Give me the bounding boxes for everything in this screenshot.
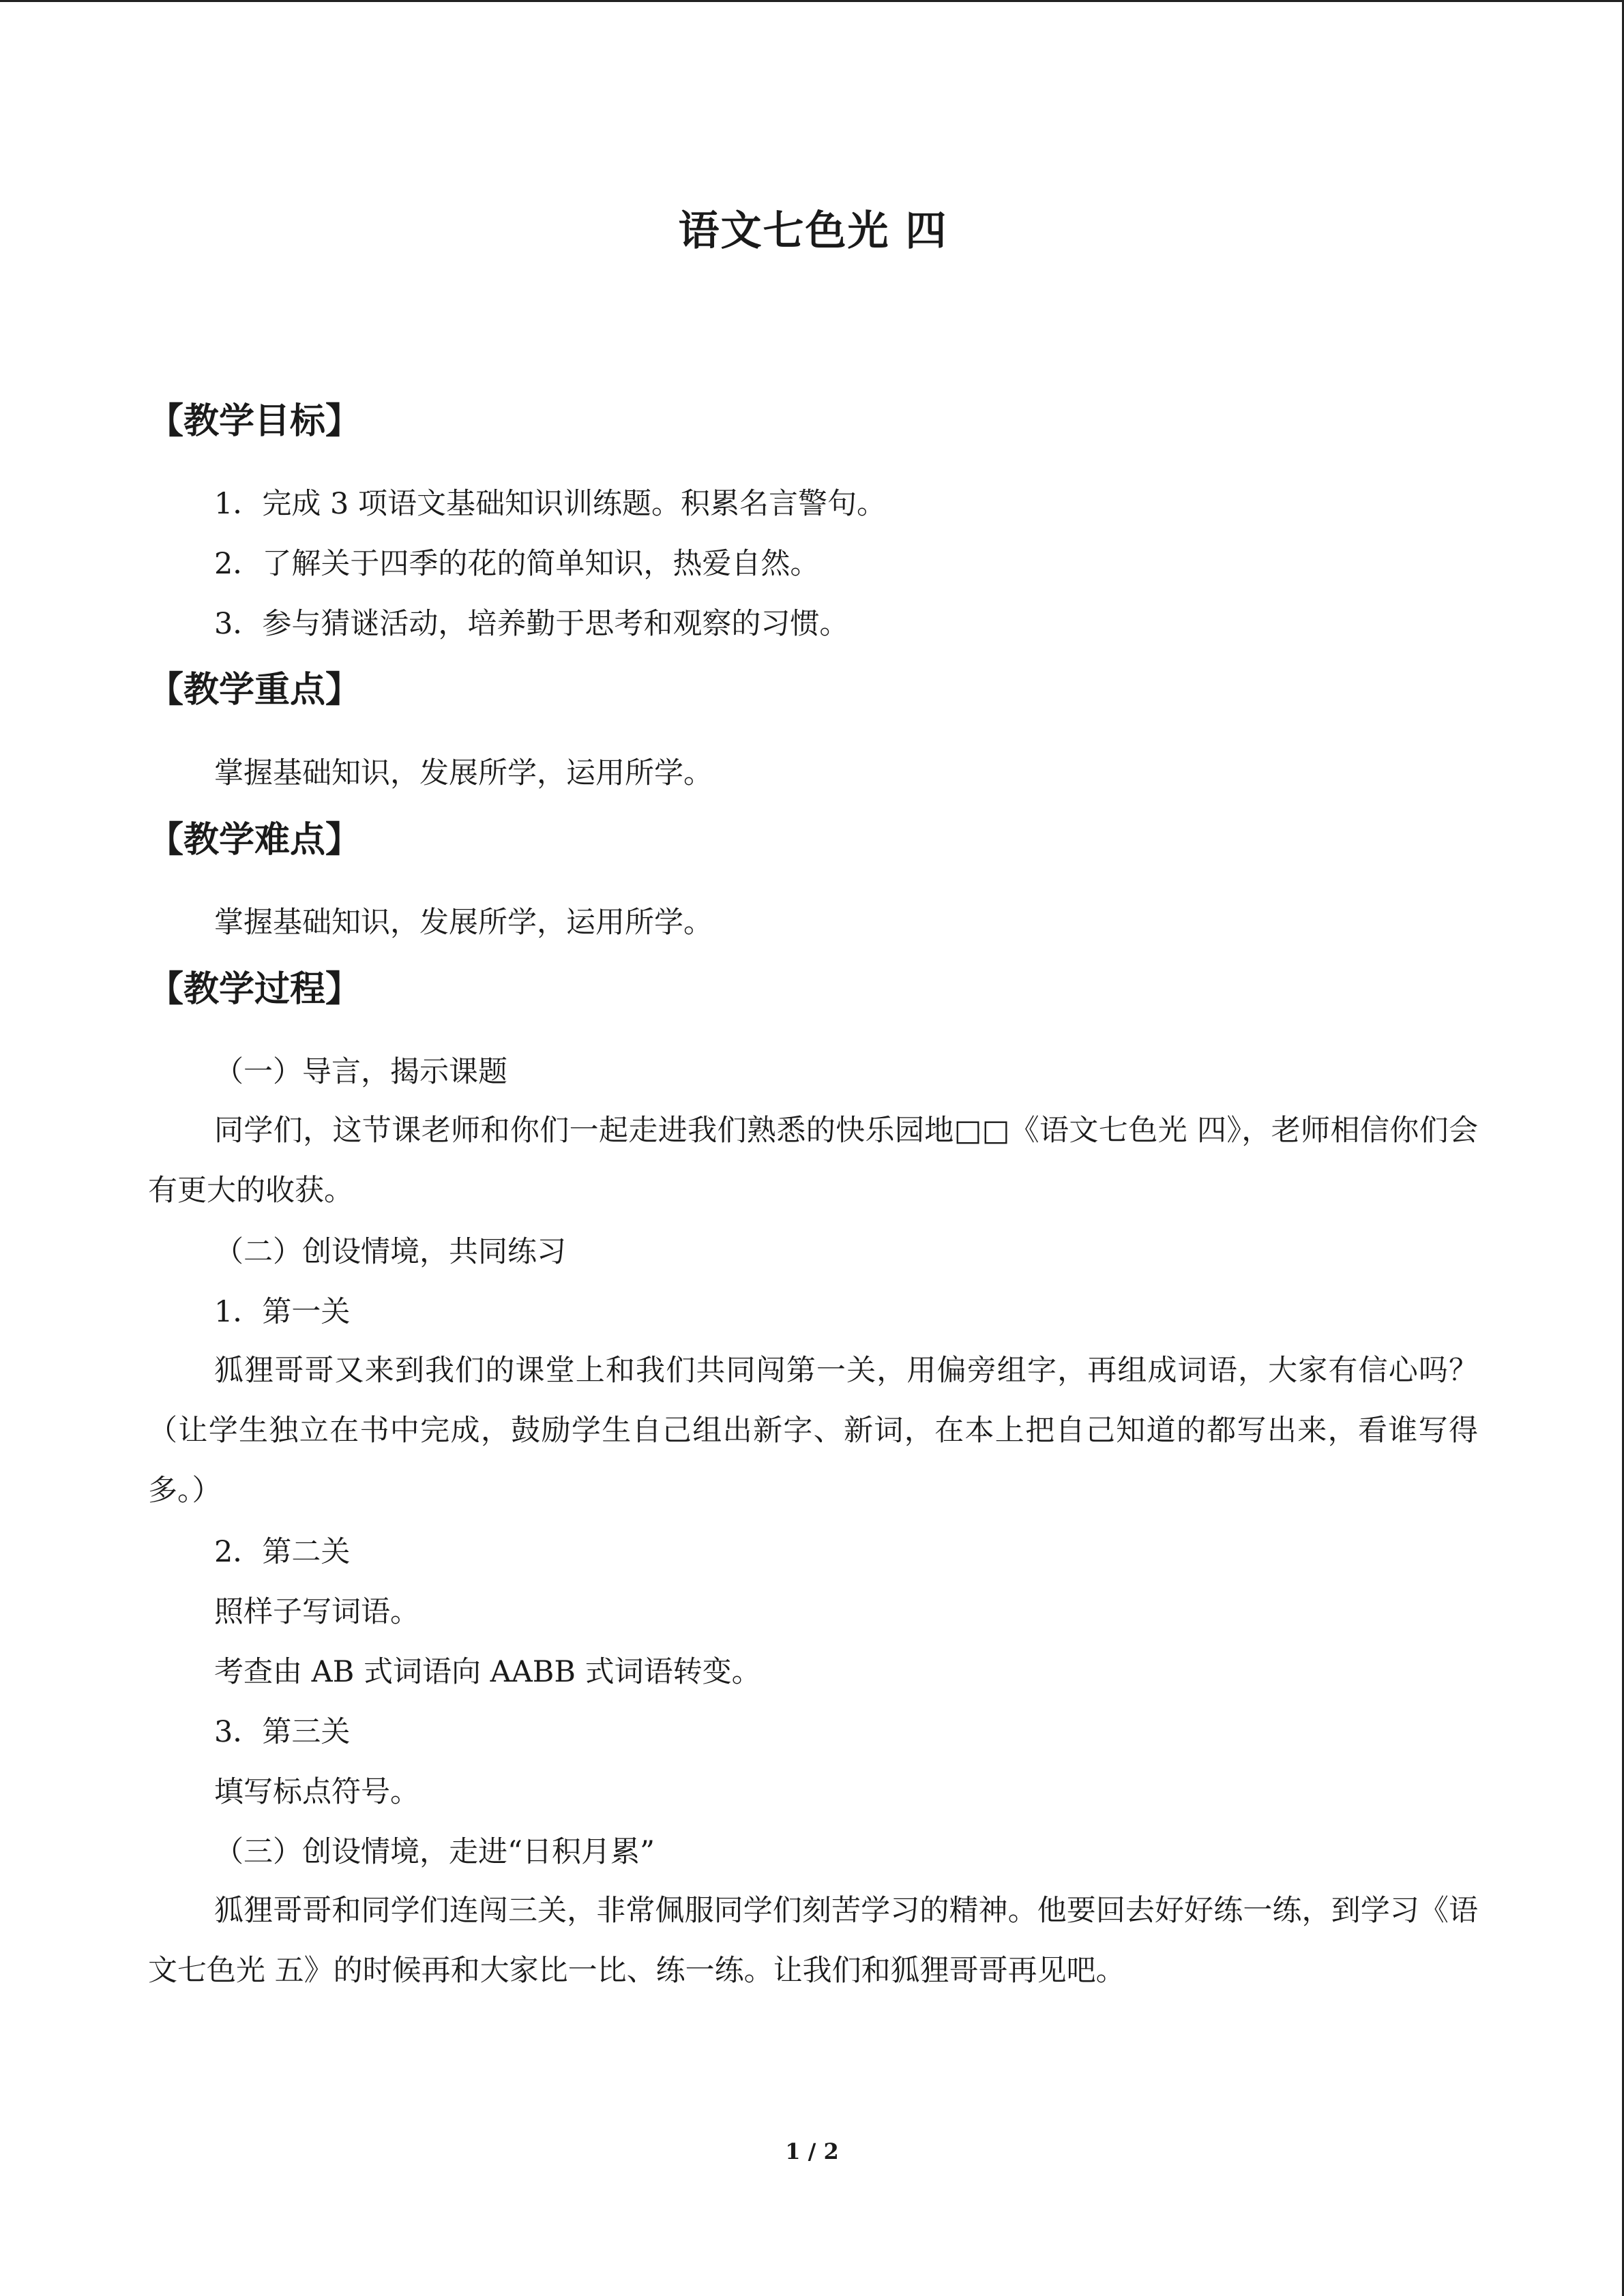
level1-paragraph: 狐狸哥哥又来到我们的课堂上和我们共同闯第一关，用偏旁组字，再组成词语，大家有信心吗？（让学生独立在书中完成，鼓励学生自己组出新字、新词，在本上把自己知道的都写出来，看谁写得多。） (148, 1354, 1478, 1508)
step1-paragraph: 同学们，这节课老师和你们一起走进我们熟悉的快乐园地□□《语文七色光 四》，老师相信你们会有更大的收获。 (148, 1114, 1478, 1208)
objective-item-1: 1．完成 3 项语文基础知识训练题。积累名言警句。 (214, 487, 887, 521)
difficulties-heading: 【教学难点】 (148, 820, 361, 861)
level2-title: 2．第二关 (214, 1535, 351, 1569)
step3-paragraph: 狐狸哥哥和同学们连闯三关，非常佩服同学们刻苦学习的精神。他要回去好好练一练，到学习《语文七色光 五》的时候再和大家比一比、练一练。让我们和狐狸哥哥再见吧。 (148, 1894, 1478, 1988)
process-heading: 【教学过程】 (148, 969, 361, 1010)
key-points-text: 掌握基础知识，发展所学，运用所学。 (214, 756, 713, 790)
page-number: 1 / 2 (785, 2138, 839, 2164)
document-title: 语文七色光 四 (678, 207, 948, 255)
step2-title: （二）创设情境，共同练习 (214, 1235, 566, 1269)
difficulties-text: 掌握基础知识，发展所学，运用所学。 (214, 906, 713, 940)
step1-title: （一）导言，揭示课题 (214, 1055, 507, 1089)
objective-item-2: 2．了解关于四季的花的简单知识，热爱自然。 (214, 547, 820, 581)
level3-instruction: 填写标点符号。 (214, 1775, 419, 1809)
objectives-heading: 【教学目标】 (148, 401, 361, 442)
objective-item-3: 3．参与猜谜活动，培养勤于思考和观察的习惯。 (214, 607, 849, 641)
level2-instruction: 照样子写词语。 (214, 1595, 419, 1629)
key-points-heading: 【教学重点】 (148, 670, 361, 711)
level3-title: 3．第三关 (214, 1715, 351, 1749)
level2-note: 考查由 AB 式词语向 AABB 式词语转变。 (214, 1655, 761, 1689)
level1-title: 1．第一关 (214, 1295, 351, 1329)
step3-title: （三）创设情境，走进“日积月累” (214, 1835, 655, 1869)
